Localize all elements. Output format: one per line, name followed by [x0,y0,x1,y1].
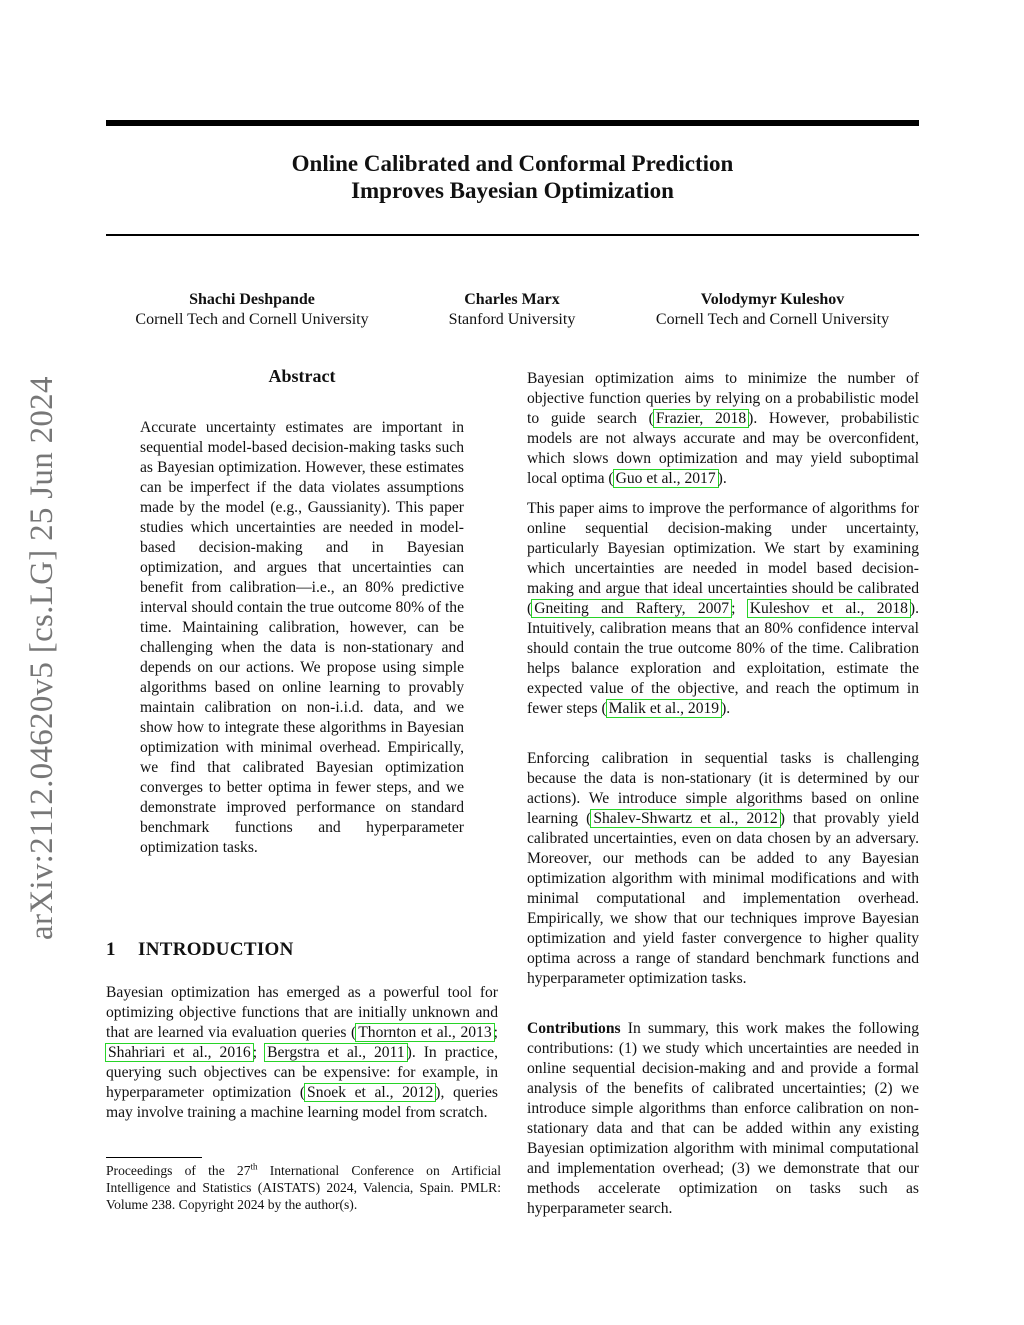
section-number: 1 [106,939,116,960]
text-run: ). However, probabilistic models are not always accurate and may be overconfident, which slows down optimization and may yield suboptimal local optima ( [527,410,919,487]
text-run: Bayesian optimization aims to minimize the number of objective function queries by relying on a probabilistic model to guide search ( [527,370,919,427]
citation-link[interactable]: Kuleshov et al., 2018 [747,599,911,618]
paper-title [106,150,919,204]
citation-link[interactable]: Shalev-Shwartz et al., 2012 [590,809,780,828]
intro-paragraph [106,983,498,1123]
text-run: This paper aims to improve the performance of algorithms for online sequential decision-making under uncertainty, particularly Bayesian optimization. We start by examining which uncertainties are needed in model based decision-making and argue that ideal uncertainties should be calibrated ( [527,500,919,617]
author-affiliation: Cornell Tech and Cornell University [655,311,890,328]
section-title: INTRODUCTION [138,939,294,960]
text-run: ) that provably yield calibrated uncertainties, even on data chosen by an adversary. Moreover, our methods can be added to any Bayesian optimization algorithm with minimal modifications and with minimal computational and implementation overhead. Empirically, we show that our techniques improve Bayesian optimization and yield faster convergence to higher quality optima across a range of standard benchmark functions and hyperparameter optimization tasks. [527,810,919,987]
author-name: Shachi Deshpande [189,291,315,308]
citation-link[interactable]: Guo et al., 2017 [613,469,719,488]
title-rule-bottom [106,234,919,236]
footnote-rule [106,1157,202,1158]
abstract-heading: Abstract [268,366,336,386]
text-run: ). In practice, querying such objectives can be expensive: for example, in hyperparameter optimization ( [106,1044,498,1101]
text-run: International Conference on Artificial Intelligence and Statistics (AISTATS) 2024, Valencia, Spain. PMLR: Volume 238. Copyright 2024 by the author(s). [106,1163,501,1212]
citation-link[interactable]: Bergstra et al., 2011 [264,1043,408,1062]
superscript: th [250,1161,258,1172]
right-paragraph-3 [527,749,919,989]
text-run: Proceedings of the 27 [106,1163,251,1178]
section-heading-introduction [106,939,498,961]
title-rule-top [106,120,919,126]
citation-link[interactable]: Thornton et al., 2013 [355,1023,494,1042]
author-1 [106,290,398,330]
arxiv-stamp: arXiv:2112.04620v5 [cs.LG] 25 Jun 2024 [24,376,60,940]
text-run: ; [731,600,748,617]
author-3 [626,290,919,330]
citation-link[interactable]: Frazier, 2018 [653,409,749,428]
text-run: ; [493,1024,498,1041]
author-name: Charles Marx [464,291,560,308]
citation-link[interactable]: Shahriari et al., 2016 [105,1043,254,1062]
text-run: ; [252,1044,266,1061]
author-2 [422,290,602,330]
text-run: ). Intuitively, calibration means that an 80% confidence interval should contain the true outcome 80% of the time. Calibration helps balance exploration and exploitation, estimate the expected value of the objective, and reach the optimum in fewer steps ( [527,600,920,717]
author-name: Volodymyr Kuleshov [700,291,845,308]
title-line-2: Improves Bayesian Optimization [351,178,674,203]
text-run: In summary, this work makes the following contributions: (1) we study which uncertainties are needed in online sequential decision-making and and provide a formal analysis of the benefits of calibrated uncertainties; (2) we introduce simple algorithms than enforce calibration on non-stationary data and that can be added within any existing Bayesian optimization algorithm with minimal computational and implementation overhead; (3) we demonstrate that our methods accelerate optimization on tasks such as hyperparameter search. [527,1020,919,1217]
citation-link[interactable]: Snoek et al., 2012 [304,1083,436,1102]
text-run: ). [717,470,727,487]
author-affiliation: Cornell Tech and Cornell University [135,311,369,328]
title-line-1: Online Calibrated and Conformal Prediction [291,151,734,176]
right-paragraph-contributions [527,1019,919,1219]
citation-link[interactable]: Gneiting and Raftery, 2007 [531,599,732,618]
text-run: Enforcing calibration in sequential tasks is challenging because the data is non-stationary (it is determined by our actions). We introduce simple algorithms based on online learning ( [527,750,919,827]
text-run: Bayesian optimization has emerged as a powerful tool for optimizing objective functions that are initially unknown and that are learned via evaluation queries ( [106,984,498,1041]
right-paragraph-1 [527,369,919,489]
paragraph-heading: Contributions [527,1020,621,1037]
author-affiliation: Stanford University [448,311,576,328]
text-run: ), queries may involve training a machine learning model from scratch. [106,1084,498,1121]
abstract-text: Accurate uncertainty estimates are important in sequential model-based decision-making tasks such as Bayesian optimization. However, these estimates can be imperfect if the data violates assumptions made by the model (e.g., Gaussianity). This paper studies which uncertainties are needed in model-based decision-making and in Bayesian optimization, and argues that uncertainties can benefit from calibration—i.e., an 80% predictive interval should contain the true outcome 80% of the time. Maintaining calibration, however, can be challenging when the data is non-stationary and depends on our actions. We propose using simple algorithms based on online learning to provably maintain calibration on non-i.i.d. data, and we show how to integrate these algorithms in Bayesian optimization with minimal overhead. Empirically, we find that calibrated Bayesian optimization converges to better optima in fewer steps, and we demonstrate improved performance on standard benchmark functions and hyperparameter optimization tasks. [140,419,464,856]
right-paragraph-2 [527,499,919,719]
footnote [106,1162,501,1213]
citation-link[interactable]: Malik et al., 2019 [606,699,722,718]
text-run: ). [721,700,731,717]
